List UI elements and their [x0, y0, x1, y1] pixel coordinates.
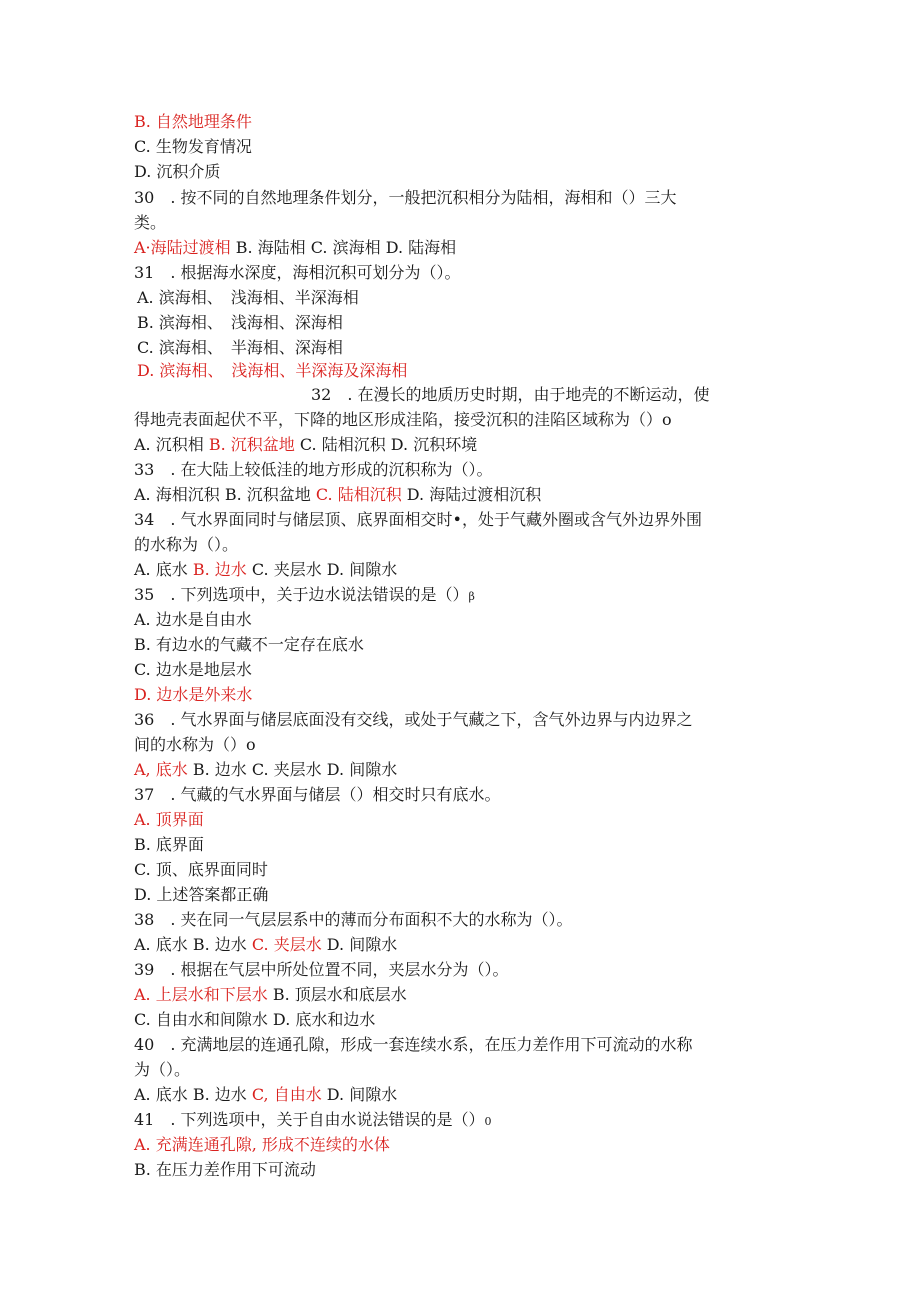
answer-40: C, 自由水: [251, 1085, 322, 1104]
option-31-a: A. 滨海相、 浅海相、半深海相: [137, 288, 359, 307]
question-38-options: [134, 935, 397, 955]
question-41: [134, 1110, 492, 1132]
option-35-a: A. 边水是自由水: [134, 610, 252, 629]
answer-33: C. 陆相沉积: [315, 485, 402, 504]
question-39: 39 . 根据在气层中所处位置不同，夹层水分为（）。: [134, 960, 509, 979]
answer-37: A. 顶界面: [134, 810, 204, 829]
option-41-b: B. 在压力差作用下可流动: [134, 1160, 316, 1179]
option-34-a: A. 底水: [134, 560, 193, 579]
answer-36: A, 底水: [134, 760, 188, 779]
question-32-cont: 得地壳表面起伏不平，下降的地区形成洼陷，接受沉积的洼陷区域称为（）o: [134, 410, 672, 429]
question-35-mark: β: [468, 590, 475, 603]
options-32-rest: C. 陆相沉积 D. 沉积环境: [294, 435, 478, 454]
question-33: 33 . 在大陆上较低洼的地方形成的沉积称为（）。: [134, 460, 493, 479]
question-35-text: 35 . 下列选项中，关于边水说法错误的是（）: [134, 585, 469, 604]
question-32-options: [134, 435, 477, 455]
options-38-ab: A. 底水 B. 边水: [134, 935, 252, 954]
answer-39: A. 上层水和下层水: [134, 985, 268, 1004]
question-30-cont: 类。: [134, 213, 167, 232]
option-37-b: B. 底界面: [134, 835, 204, 854]
option-d-medium: D. 沉积介质: [134, 162, 221, 181]
option-32-a: A. 沉积相: [134, 435, 209, 454]
answer-30: A·海陆过渡相: [134, 238, 231, 257]
question-33-options: [134, 485, 541, 505]
question-34-options: [134, 560, 397, 580]
option-35-b: B. 有边水的气藏不一定存在底水: [134, 635, 364, 654]
question-32: 32 . 在漫长的地质历史时期，由于地壳的不断运动，使: [311, 385, 710, 404]
options-40-ab: A. 底水 B. 边水: [134, 1085, 252, 1104]
question-35: [134, 585, 475, 607]
option-37-c: C. 顶、底界面同时: [134, 860, 268, 879]
option-35-c: C. 边水是地层水: [134, 660, 252, 679]
question-41-mark: 0: [484, 1115, 492, 1128]
question-30: 30 . 按不同的自然地理条件划分，一般把沉积相分为陆相，海相和（）三大: [134, 188, 677, 207]
answer-31: D. 滨海相、 浅海相、半深海及深海相: [137, 361, 408, 380]
option-b-natural-geography: B. 自然地理条件: [134, 112, 252, 131]
question-34-cont: 的水称为（）。: [134, 535, 239, 554]
question-36-cont: 间的水称为（）o: [134, 735, 256, 754]
question-31: 31 . 根据海水深度，海相沉积可划分为（）。: [134, 263, 461, 282]
question-40-options: [134, 1085, 397, 1105]
question-36-options: [134, 760, 397, 780]
question-38: 38 . 夹在同一气层层系中的薄而分布面积不大的水称为（）。: [134, 910, 573, 929]
options-33-ab: A. 海相沉积 B. 沉积盆地: [134, 485, 316, 504]
options-30-rest: B. 海陆相 C. 滨海相 D. 陆海相: [230, 238, 457, 257]
question-37: 37 . 气藏的气水界面与储层（）相交时只有底水。: [134, 785, 501, 804]
answer-32: B. 沉积盆地: [208, 435, 295, 454]
question-39-options: [134, 985, 407, 1005]
option-31-b: B. 滨海相、 浅海相、深海相: [137, 313, 343, 332]
question-30-options: [134, 238, 456, 258]
options-39-cd: C. 自由水和间隙水 D. 底水和边水: [134, 1010, 376, 1029]
question-41-text: 41 . 下列选项中，关于自由水说法错误的是（）: [134, 1110, 485, 1129]
answer-38: C. 夹层水: [251, 935, 322, 954]
option-40-d: D. 间隙水: [321, 1085, 398, 1104]
option-31-c: C. 滨海相、 半海相、深海相: [137, 338, 343, 357]
option-38-d: D. 间隙水: [321, 935, 398, 954]
answer-35: D. 边水是外来水: [134, 685, 253, 704]
answer-41: A. 充满连通孔隙, 形成不连续的水体: [134, 1135, 390, 1154]
answer-34: B. 边水: [192, 560, 247, 579]
option-37-d: D. 上述答案都正确: [134, 885, 269, 904]
options-34-rest: C. 夹层水 D. 间隙水: [246, 560, 398, 579]
option-33-d: D. 海陆过渡相沉积: [401, 485, 542, 504]
question-34: 34 . 气水界面同时与储层顶、底界面相交时•，处于气藏外圈或含气外边界外围: [134, 510, 702, 529]
option-39-b: B. 顶层水和底层水: [267, 985, 407, 1004]
question-36: 36 . 气水界面与储层底面没有交线，或处于气藏之下，含气外边界与内边界之: [134, 710, 693, 729]
option-c-biology: C. 生物发育情况: [134, 137, 252, 156]
question-40: 40 . 充满地层的连通孔隙，形成一套连续水系，在压力差作用下可流动的水称: [134, 1035, 693, 1054]
options-36-rest: B. 边水 C. 夹层水 D. 间隙水: [187, 760, 398, 779]
question-40-cont: 为（）。: [134, 1060, 191, 1079]
